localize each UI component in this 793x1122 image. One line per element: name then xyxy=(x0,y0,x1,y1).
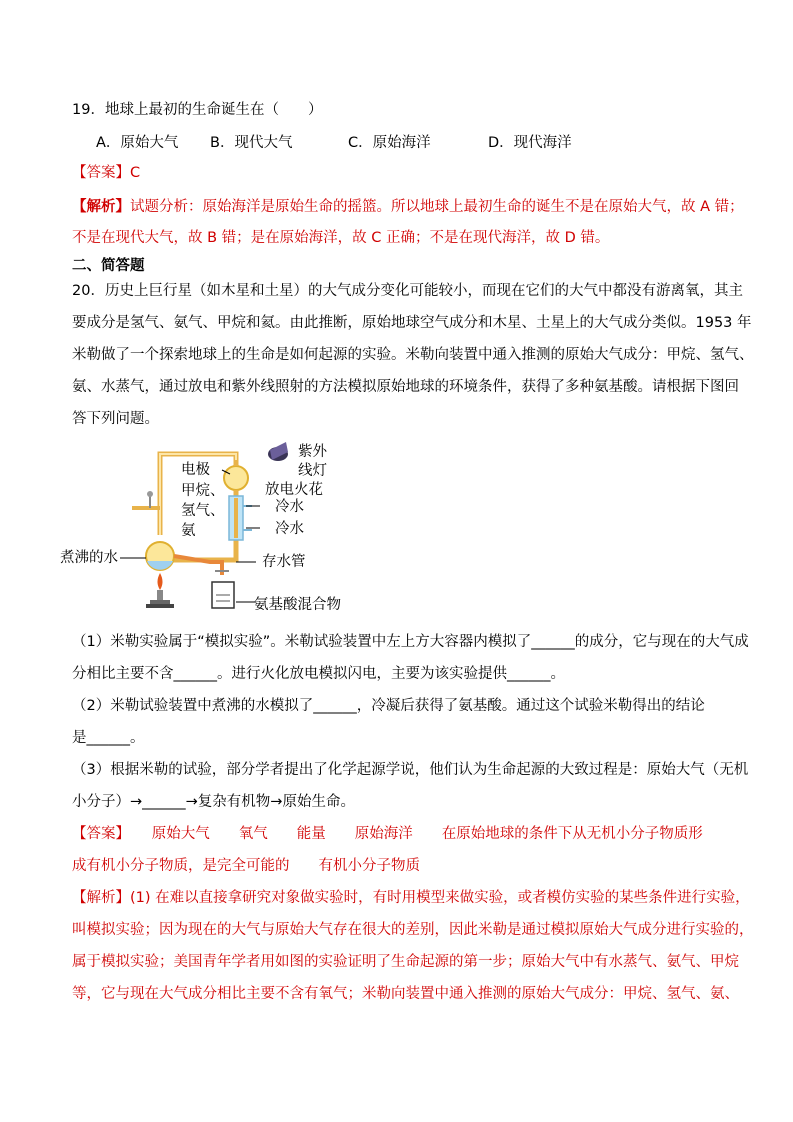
q20-stem-line: 米勒做了一个探索地球上的生命是如何起源的实验。米勒向装置中通入推测的原始大气成分：甲烷、氢气、 xyxy=(72,347,754,363)
q20-analysis-line: 属于模拟实验；美国青年学者用如图的实验证明了生命起源的第一步；原始大气中有水蒸气、氨气、甲烷 xyxy=(72,954,739,970)
label-gas: 氢气、 xyxy=(181,503,225,519)
q20-subquestion-line: （1）米勒实验属于“模拟实验”。米勒试验装置中左上方大容器内模拟了______的成分，它与现在的大气成 xyxy=(72,634,749,650)
q19-analysis-line-2: 不是在现代大气，故 B 错；是在原始海洋，故 C 正确；不是在现代海洋，故 D 错。 xyxy=(72,230,610,246)
q19-stem: 19．地球上最初的生命诞生在（ ） xyxy=(72,102,323,118)
q19-option-c: C．原始海洋 xyxy=(348,135,431,151)
q20-analysis-line: 叫模拟实验；因为现在的大气与原始大气存在很大的差别，因此米勒是通过模拟原始大气成分进行实验的， xyxy=(72,922,754,938)
label-trap: 存水管 xyxy=(262,554,306,570)
q20-stem-line: 要成分是氢气、氨气、甲烷和氦。由此推断，原始地球空气成分和木星、土星上的大气成分类似。1953 年 xyxy=(72,315,752,331)
label-spark: 放电火花 xyxy=(265,482,323,498)
label-cold-water: 冷水 xyxy=(275,499,304,515)
section-title: 二、简答题 xyxy=(72,258,145,274)
q20-stem-line: 20．历史上巨行星（如木星和土星）的大气成分变化可能较小，而现在它们的大气中都没有游离氧，其主 xyxy=(72,283,743,299)
q20-answer-line: 【答案】 原始大气 氧气 能量 原始海洋 在原始地球的条件下从无机小分子物质形 xyxy=(72,826,703,842)
q19-analysis-line-1: 【解析】试题分析：原始海洋是原始生命的摇篮。所以地球上最初生命的诞生不是在原始大气，故 A 错； xyxy=(72,199,744,215)
q20-subquestion-line: （2）米勒试验装置中煮沸的水模拟了______，冷凝后获得了氨基酸。通过这个试验米勒得出的结论 xyxy=(72,698,705,714)
q20-subquestion-line: （3）根据米勒的试验，部分学者提出了化学起源学说，他们认为生命起源的大致过程是：原始大气（无机 xyxy=(72,762,749,778)
q20-analysis-line: 【解析】(1) 在难以直接拿研究对象做实验时，有时用模型来做实验，或者模仿实验的某些条件进行实验， xyxy=(72,890,750,906)
q20-analysis-line: 等，它与现在大气成分相比主要不含有氧气；米勒向装置中通入推测的原始大气成分：甲烷、氢气、氨、 xyxy=(72,986,739,1002)
label-cold-water: 冷水 xyxy=(275,521,304,537)
q19-answer: 【答案】C xyxy=(72,165,141,181)
label-amino-acid-mixture: 氨基酸混合物 xyxy=(254,597,341,613)
label-boiling-water: 煮沸的水 xyxy=(60,550,118,566)
q20-answer-line: 成有机小分子物质，是完全可能的 有机小分子物质 xyxy=(72,858,420,874)
q20-stem-line: 氨、水蒸气，通过放电和紫外线照射的方法模拟原始地球的环境条件，获得了多种氨基酸。请根据下图回 xyxy=(72,379,739,395)
q20-stem-line: 答下列问题。 xyxy=(72,411,159,427)
q20-subquestion-line: 是______。 xyxy=(72,730,145,746)
q20-subquestion-line: 小分子）→______→复杂有机物→原始生命。 xyxy=(72,794,355,810)
q20-subquestion-line: 分相比主要不含______。进行火化放电模拟闪电，主要为该实验提供______。 xyxy=(72,666,565,682)
q19-option-a: A．原始大气 xyxy=(96,135,179,151)
label-gas: 甲烷、 xyxy=(181,483,225,499)
label-electrode: 电极 xyxy=(181,462,210,478)
label-uv-lamp: 紫外 xyxy=(298,444,327,460)
q19-option-b: B．现代大气 xyxy=(210,135,293,151)
label-uv-lamp: 线灯 xyxy=(298,463,327,479)
q19-option-d: D．现代海洋 xyxy=(488,135,572,151)
label-gas: 氨 xyxy=(181,523,196,539)
